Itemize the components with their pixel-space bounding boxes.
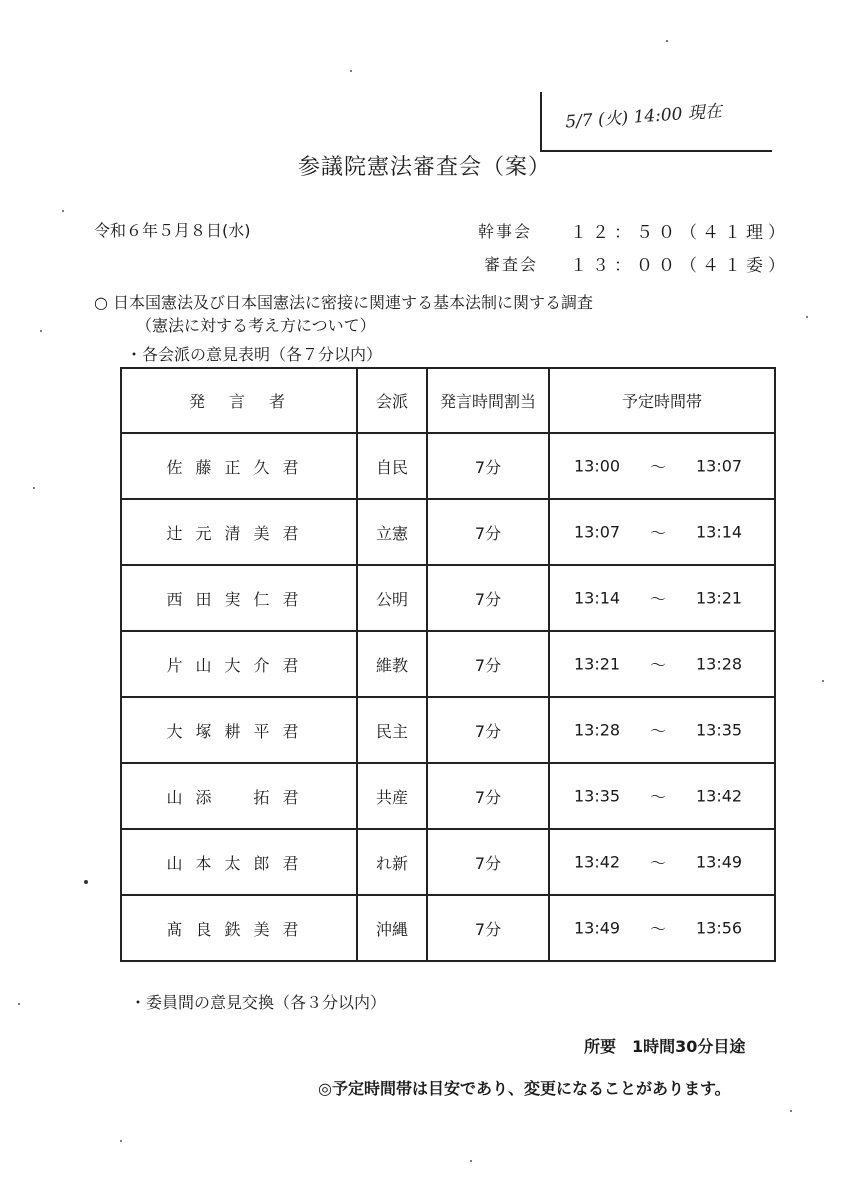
agenda-sub: （憲法に対する考え方について） [136,316,376,335]
party-name: 維教 [357,631,427,697]
agenda-item-opinions: ・各会派の意見表明（各７分以内） [126,345,383,364]
start-time: 13:21 [574,654,621,674]
header-party: 会派 [357,368,427,433]
table-row [121,697,775,763]
time-separator: ～ [650,853,667,873]
party-name: れ新 [357,829,427,895]
agenda-main: ○ 日本国憲法及び日本国憲法に密接に関連する基本法制に関する調査 [94,293,594,312]
time-slot [549,697,775,763]
party-name: 沖縄 [357,895,427,961]
start-time: 13:14 [574,588,621,608]
speaker-name: 山添 拓君 [121,763,357,829]
time-slot [549,631,775,697]
schedule-value-shinsakai: １３：００（４１委） [570,256,790,276]
footer-note: ◎予定時間帯は目安であり、変更になることがあります。 [318,1079,731,1098]
speaker-name: 大塚耕平君 [121,697,357,763]
time-slot [549,565,775,631]
stamp-handwritten: 5/7 (火) 14:00 現在 [564,101,723,133]
speaker-name: 髙良鉄美君 [121,895,357,961]
start-time: 13:42 [574,852,621,872]
header-allocation: 発言時間割当 [427,368,549,433]
time-slot [549,829,775,895]
end-time: 13:14 [696,522,743,542]
end-time: 13:07 [696,456,743,476]
time-separator: ～ [650,655,667,675]
start-time: 13:35 [574,786,621,806]
time-separator: ～ [650,523,667,543]
speaker-name: 西田実仁君 [121,565,357,631]
time-slot [549,499,775,565]
party-name: 民主 [357,697,427,763]
header-timeslot: 予定時間帯 [549,368,775,433]
time-slot [549,763,775,829]
table-row [121,895,775,961]
time-slot [549,895,775,961]
party-name: 共産 [357,763,427,829]
table-row [121,631,775,697]
end-time: 13:35 [696,720,743,740]
time-allocation: 7分 [427,499,549,565]
party-name: 公明 [357,565,427,631]
end-time: 13:56 [696,918,743,938]
table-row [121,829,775,895]
agenda-item-exchange: ・委員間の意見交換（各３分以内） [130,993,387,1012]
table-row [121,565,775,631]
party-name: 立憲 [357,499,427,565]
table-row [121,433,775,499]
time-separator: ～ [650,721,667,741]
time-separator: ～ [650,787,667,807]
start-time: 13:07 [574,522,621,542]
start-time: 13:00 [574,456,621,476]
speaker-table [120,367,776,962]
end-time: 13:42 [696,786,743,806]
time-separator: ～ [650,919,667,939]
time-slot [549,433,775,499]
header-speaker: 発 言 者 [121,368,357,433]
speaker-name: 佐藤正久君 [121,433,357,499]
schedule-value-kanjikai: １２：５０（４１理） [570,223,790,243]
start-time: 13:28 [574,720,621,740]
time-allocation: 7分 [427,895,549,961]
time-allocation: 7分 [427,829,549,895]
party-name: 自民 [357,433,427,499]
required-time: 所要 1時間30分目途 [584,1037,746,1056]
table-row [121,763,775,829]
table-header-row [121,368,775,433]
schedule-label-kanjikai: 幹事会 [478,222,533,241]
meeting-date: 令和６年５月８日(水) [94,221,251,240]
time-allocation: 7分 [427,565,549,631]
page-title: 参議院憲法審査会（案） [297,155,551,180]
start-time: 13:49 [574,918,621,938]
time-allocation: 7分 [427,631,549,697]
time-allocation: 7分 [427,433,549,499]
time-allocation: 7分 [427,697,549,763]
speaker-name: 辻元清美君 [121,499,357,565]
end-time: 13:21 [696,588,743,608]
time-separator: ～ [650,457,667,477]
speaker-name: 山本太郎君 [121,829,357,895]
time-separator: ～ [650,589,667,609]
speaker-name: 片山大介君 [121,631,357,697]
end-time: 13:28 [696,654,743,674]
time-allocation: 7分 [427,763,549,829]
schedule-label-shinsakai: 審査会 [484,255,539,274]
end-time: 13:49 [696,852,743,872]
table-row [121,499,775,565]
